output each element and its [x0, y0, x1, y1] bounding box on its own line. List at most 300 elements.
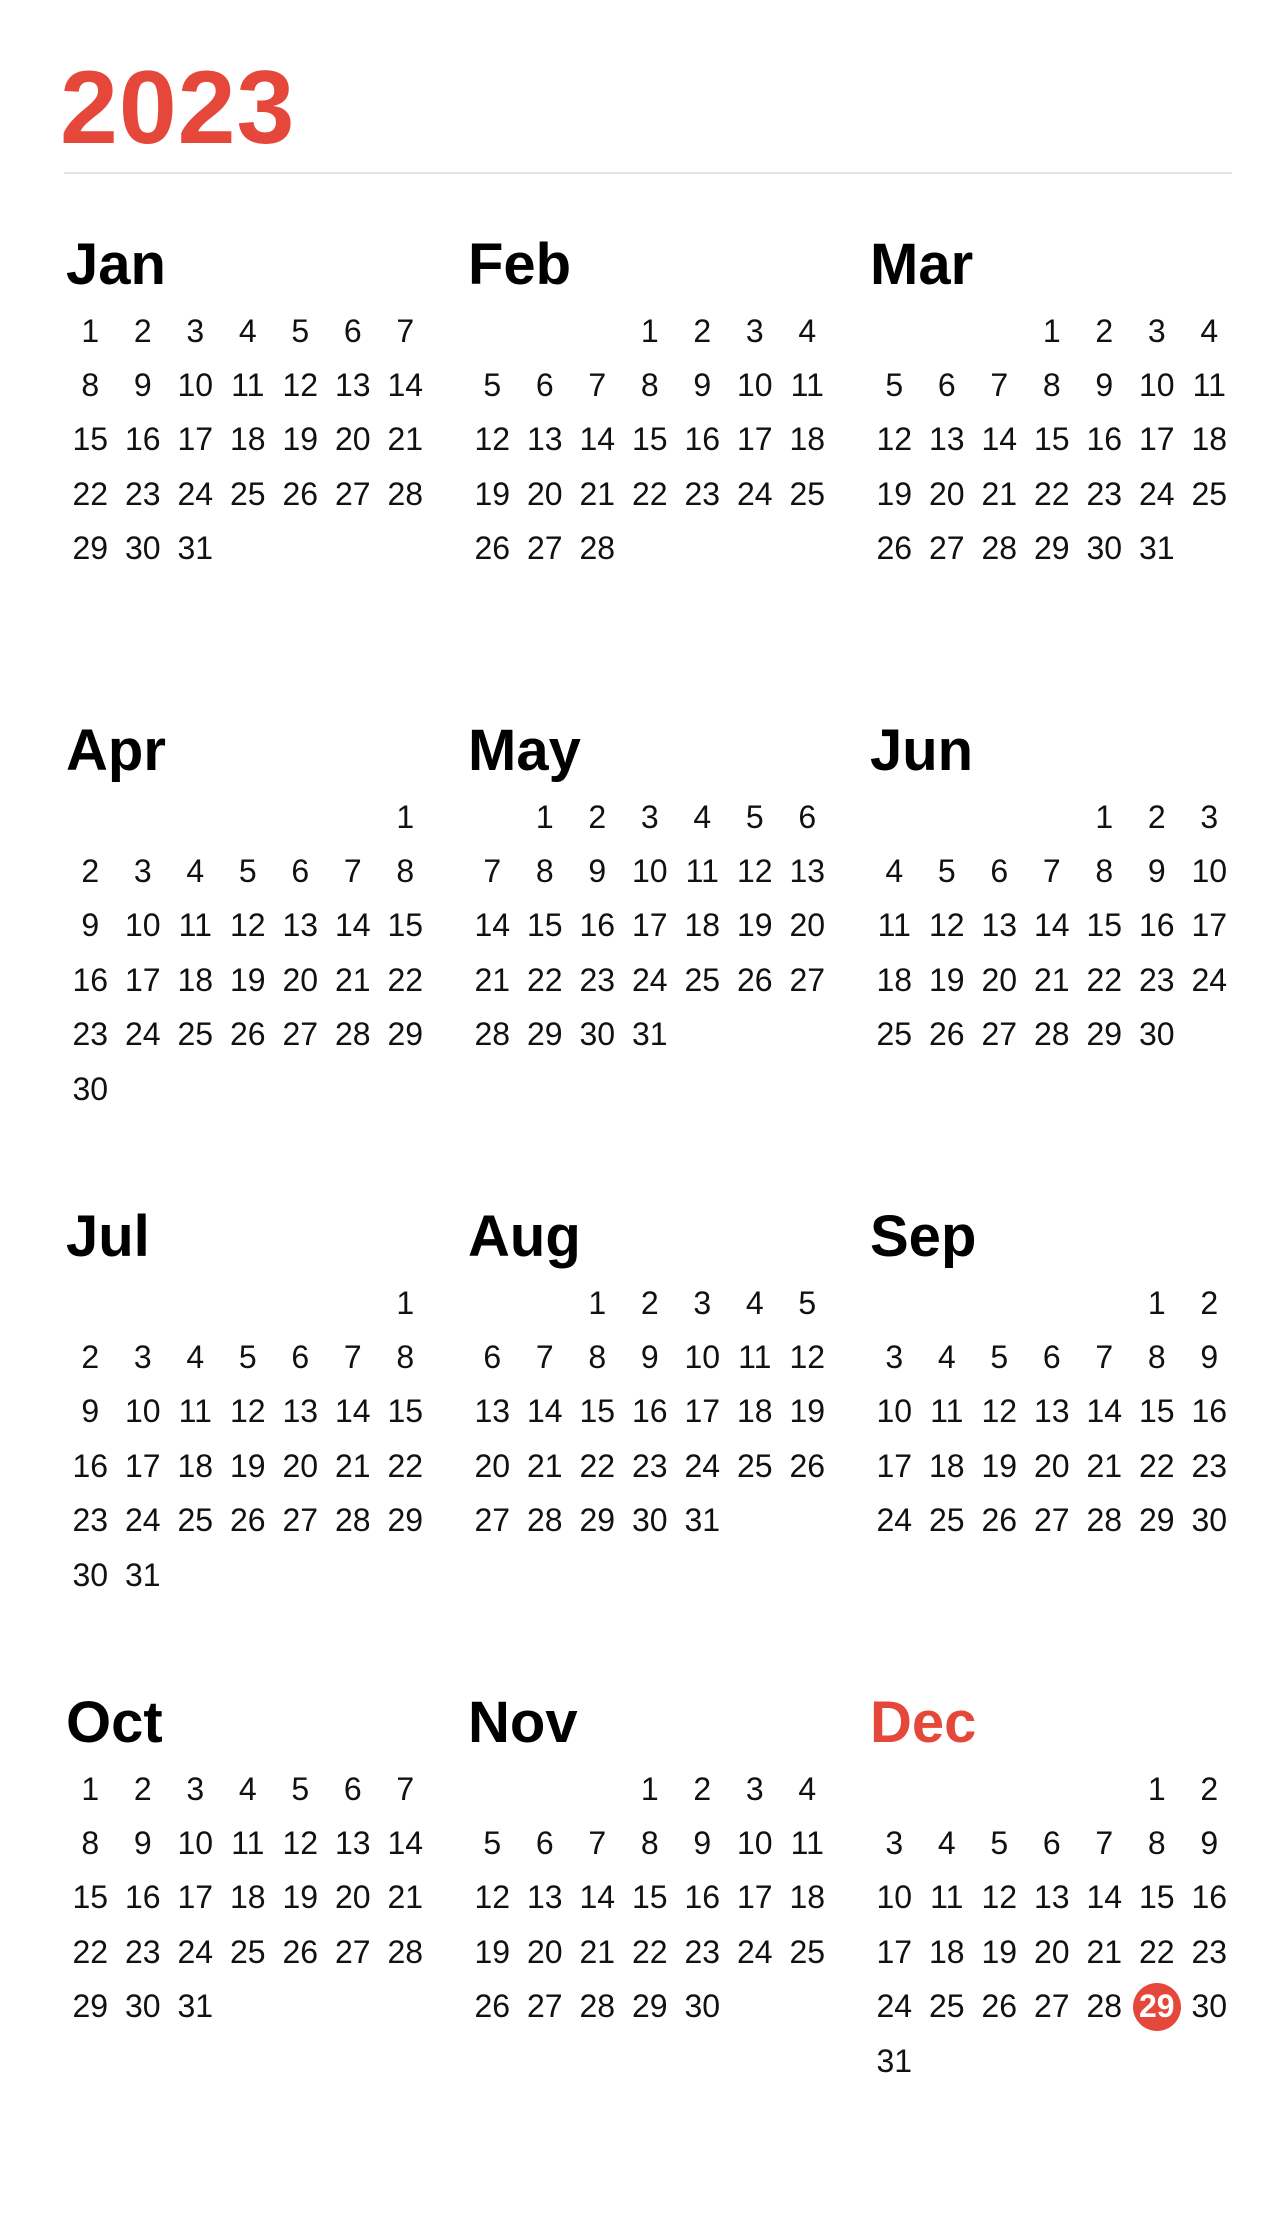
- day-cell[interactable]: [519, 899, 572, 953]
- day-cell[interactable]: [519, 1980, 572, 2034]
- day-cell[interactable]: [1183, 1980, 1236, 2034]
- day-cell[interactable]: [729, 1330, 782, 1384]
- day-cell[interactable]: [1078, 413, 1131, 467]
- day-cell[interactable]: [973, 467, 1026, 521]
- day-cell[interactable]: [1078, 1925, 1131, 1979]
- day-cell[interactable]: [466, 1385, 519, 1439]
- day-cell[interactable]: [781, 899, 834, 953]
- day-cell[interactable]: [781, 1816, 834, 1870]
- day-cell[interactable]: [327, 1008, 380, 1062]
- day-cell[interactable]: [729, 1276, 782, 1330]
- day-cell[interactable]: [117, 1925, 170, 1979]
- day-cell[interactable]: [117, 1330, 170, 1384]
- day-cell[interactable]: [571, 1439, 624, 1493]
- day-cell[interactable]: [274, 1385, 327, 1439]
- day-cell[interactable]: [169, 1816, 222, 1870]
- day-cell[interactable]: [379, 1816, 432, 1870]
- month-name[interactable]: Mar: [870, 232, 974, 297]
- day-cell[interactable]: [868, 1816, 921, 1870]
- day-cell[interactable]: [973, 1816, 1026, 1870]
- day-cell[interactable]: [1131, 1276, 1184, 1330]
- day-cell[interactable]: [973, 1385, 1026, 1439]
- day-cell[interactable]: [327, 1871, 380, 1925]
- day-cell[interactable]: [624, 1980, 677, 2034]
- day-cell[interactable]: [1131, 413, 1184, 467]
- day-cell[interactable]: [117, 358, 170, 412]
- day-cell[interactable]: [921, 1439, 974, 1493]
- day-cell[interactable]: [519, 1008, 572, 1062]
- day-cell[interactable]: [729, 790, 782, 844]
- day-cell[interactable]: [274, 1494, 327, 1548]
- day-cell[interactable]: [571, 790, 624, 844]
- day-cell[interactable]: [1078, 1439, 1131, 1493]
- day-cell[interactable]: [117, 1494, 170, 1548]
- day-cell[interactable]: [571, 467, 624, 521]
- day-cell[interactable]: [222, 467, 275, 521]
- day-cell[interactable]: [1131, 1816, 1184, 1870]
- month-name[interactable]: Jul: [66, 1204, 150, 1269]
- day-cell[interactable]: [781, 467, 834, 521]
- day-cell[interactable]: [1078, 522, 1131, 576]
- day-cell[interactable]: [729, 304, 782, 358]
- day-cell[interactable]: [624, 790, 677, 844]
- day-cell[interactable]: [624, 953, 677, 1007]
- month-may[interactable]: [466, 716, 868, 1202]
- day-cell[interactable]: [64, 358, 117, 412]
- day-cell[interactable]: [676, 790, 729, 844]
- month-name[interactable]: Feb: [468, 232, 572, 297]
- day-cell[interactable]: [466, 1439, 519, 1493]
- day-cell[interactable]: [64, 1925, 117, 1979]
- day-cell[interactable]: [466, 467, 519, 521]
- day-cell[interactable]: [519, 1925, 572, 1979]
- day-cell[interactable]: [274, 467, 327, 521]
- day-cell[interactable]: [327, 413, 380, 467]
- day-cell[interactable]: [624, 413, 677, 467]
- day-cell[interactable]: [868, 522, 921, 576]
- day-cell[interactable]: [117, 1871, 170, 1925]
- day-cell[interactable]: [1078, 1385, 1131, 1439]
- month-apr[interactable]: [64, 716, 466, 1202]
- day-cell[interactable]: [729, 899, 782, 953]
- day-cell[interactable]: [1131, 1925, 1184, 1979]
- day-cell[interactable]: [973, 522, 1026, 576]
- month-name[interactable]: Aug: [468, 1204, 581, 1269]
- day-cell[interactable]: [519, 953, 572, 1007]
- day-cell[interactable]: [729, 1925, 782, 1979]
- day-cell[interactable]: [169, 1385, 222, 1439]
- day-cell[interactable]: [519, 1439, 572, 1493]
- day-cell[interactable]: [379, 1439, 432, 1493]
- day-cell[interactable]: [1026, 1980, 1079, 2034]
- day-cell[interactable]: [1026, 899, 1079, 953]
- day-cell[interactable]: [676, 1925, 729, 1979]
- day-cell[interactable]: [169, 1494, 222, 1548]
- day-cell[interactable]: [1131, 1871, 1184, 1925]
- day-cell[interactable]: [676, 844, 729, 898]
- day-cell[interactable]: [921, 413, 974, 467]
- day-cell[interactable]: [1183, 1385, 1236, 1439]
- month-jul[interactable]: [64, 1202, 466, 1688]
- day-cell[interactable]: [222, 1925, 275, 1979]
- day-cell[interactable]: [1183, 1439, 1236, 1493]
- day-cell[interactable]: [1131, 1008, 1184, 1062]
- day-cell[interactable]: [624, 1276, 677, 1330]
- month-nov[interactable]: [466, 1688, 868, 2174]
- day-cell[interactable]: [64, 1980, 117, 2034]
- day-cell[interactable]: [781, 413, 834, 467]
- day-cell[interactable]: [222, 358, 275, 412]
- day-cell[interactable]: [1131, 522, 1184, 576]
- day-cell[interactable]: [676, 899, 729, 953]
- day-cell[interactable]: [379, 304, 432, 358]
- day-cell[interactable]: [729, 1816, 782, 1870]
- day-cell[interactable]: [624, 467, 677, 521]
- day-cell[interactable]: [571, 844, 624, 898]
- day-cell[interactable]: [64, 1008, 117, 1062]
- day-cell[interactable]: [274, 1871, 327, 1925]
- day-cell[interactable]: [781, 1762, 834, 1816]
- day-cell[interactable]: [1078, 790, 1131, 844]
- day-cell[interactable]: [1183, 1871, 1236, 1925]
- day-cell[interactable]: [379, 1276, 432, 1330]
- day-cell[interactable]: [64, 1439, 117, 1493]
- day-cell[interactable]: [64, 467, 117, 521]
- day-cell[interactable]: [868, 953, 921, 1007]
- day-cell[interactable]: [519, 467, 572, 521]
- day-cell[interactable]: [1131, 304, 1184, 358]
- day-cell[interactable]: [379, 358, 432, 412]
- month-name[interactable]: May: [468, 718, 581, 783]
- day-cell[interactable]: [973, 1980, 1026, 2034]
- day-cell[interactable]: [624, 358, 677, 412]
- day-cell[interactable]: [169, 1330, 222, 1384]
- day-cell[interactable]: [868, 413, 921, 467]
- day-cell[interactable]: [222, 953, 275, 1007]
- day-cell[interactable]: [327, 899, 380, 953]
- day-cell[interactable]: [222, 1762, 275, 1816]
- day-cell[interactable]: [466, 899, 519, 953]
- day-cell[interactable]: [222, 1816, 275, 1870]
- day-cell[interactable]: [466, 1871, 519, 1925]
- day-cell[interactable]: [64, 304, 117, 358]
- day-cell[interactable]: [1078, 1494, 1131, 1548]
- day-cell[interactable]: [676, 953, 729, 1007]
- day-cell[interactable]: [1131, 1494, 1184, 1548]
- day-cell[interactable]: [624, 844, 677, 898]
- day-cell[interactable]: [1026, 1494, 1079, 1548]
- day-cell[interactable]: [117, 413, 170, 467]
- day-cell[interactable]: [571, 522, 624, 576]
- day-cell[interactable]: [571, 953, 624, 1007]
- day-cell[interactable]: [1078, 1816, 1131, 1870]
- day-cell[interactable]: [1131, 790, 1184, 844]
- day-cell[interactable]: [64, 1330, 117, 1384]
- day-cell[interactable]: [921, 1871, 974, 1925]
- day-cell[interactable]: [1183, 413, 1236, 467]
- day-cell[interactable]: [117, 467, 170, 521]
- day-cell[interactable]: [676, 1816, 729, 1870]
- day-cell[interactable]: [868, 1385, 921, 1439]
- day-cell[interactable]: [64, 899, 117, 953]
- day-cell[interactable]: [1078, 1330, 1131, 1384]
- day-cell[interactable]: [117, 899, 170, 953]
- day-cell[interactable]: [781, 1925, 834, 1979]
- day-cell[interactable]: [274, 953, 327, 1007]
- day-cell[interactable]: [222, 899, 275, 953]
- day-cell[interactable]: [274, 413, 327, 467]
- day-cell[interactable]: [973, 413, 1026, 467]
- day-cell[interactable]: [973, 1871, 1026, 1925]
- day-cell[interactable]: [466, 1980, 519, 2034]
- day-cell[interactable]: [1131, 1762, 1184, 1816]
- day-cell[interactable]: [868, 899, 921, 953]
- day-cell[interactable]: [1026, 1439, 1079, 1493]
- day-cell[interactable]: [274, 1008, 327, 1062]
- day-cell[interactable]: [327, 304, 380, 358]
- day-cell[interactable]: [1183, 358, 1236, 412]
- day-cell[interactable]: [1183, 1276, 1236, 1330]
- month-oct[interactable]: [64, 1688, 466, 2174]
- day-cell[interactable]: [781, 790, 834, 844]
- day-cell[interactable]: [519, 522, 572, 576]
- day-cell[interactable]: [169, 844, 222, 898]
- month-sep[interactable]: [868, 1202, 1232, 1688]
- day-cell[interactable]: [921, 467, 974, 521]
- day-cell[interactable]: [327, 844, 380, 898]
- day-cell[interactable]: [64, 1494, 117, 1548]
- day-cell[interactable]: [466, 522, 519, 576]
- day-cell[interactable]: [1183, 844, 1236, 898]
- day-cell[interactable]: [1026, 1385, 1079, 1439]
- day-cell[interactable]: [1026, 1816, 1079, 1870]
- day-cell[interactable]: [868, 844, 921, 898]
- day-cell[interactable]: [379, 953, 432, 1007]
- day-cell[interactable]: [571, 1871, 624, 1925]
- day-cell[interactable]: [466, 413, 519, 467]
- day-cell[interactable]: [274, 1762, 327, 1816]
- day-cell[interactable]: [274, 899, 327, 953]
- day-cell[interactable]: [921, 1494, 974, 1548]
- day-cell[interactable]: [781, 1439, 834, 1493]
- day-cell[interactable]: [921, 899, 974, 953]
- day-cell[interactable]: [729, 844, 782, 898]
- day-cell[interactable]: [169, 304, 222, 358]
- day-cell[interactable]: [1131, 467, 1184, 521]
- day-cell[interactable]: [327, 1762, 380, 1816]
- day-cell[interactable]: [64, 1548, 117, 1602]
- day-cell[interactable]: [624, 1439, 677, 1493]
- day-cell[interactable]: [1026, 844, 1079, 898]
- day-cell[interactable]: [1183, 467, 1236, 521]
- day-cell[interactable]: [169, 953, 222, 1007]
- day-cell[interactable]: [222, 844, 275, 898]
- month-jun[interactable]: [868, 716, 1232, 1202]
- day-cell[interactable]: [169, 522, 222, 576]
- day-cell[interactable]: [868, 1925, 921, 1979]
- day-cell[interactable]: [973, 953, 1026, 1007]
- day-cell[interactable]: [921, 358, 974, 412]
- day-cell[interactable]: [676, 1439, 729, 1493]
- day-cell[interactable]: [921, 953, 974, 1007]
- day-cell[interactable]: [169, 358, 222, 412]
- day-cell[interactable]: [64, 953, 117, 1007]
- day-cell[interactable]: [379, 899, 432, 953]
- day-cell[interactable]: [379, 1762, 432, 1816]
- day-cell[interactable]: [868, 1330, 921, 1384]
- day-cell[interactable]: [222, 1439, 275, 1493]
- day-cell[interactable]: [571, 1925, 624, 1979]
- day-cell[interactable]: [519, 1494, 572, 1548]
- day-cell[interactable]: [729, 467, 782, 521]
- day-cell[interactable]: [624, 1871, 677, 1925]
- month-dec[interactable]: [868, 1688, 1232, 2174]
- day-cell[interactable]: [64, 844, 117, 898]
- day-cell[interactable]: [1078, 1008, 1131, 1062]
- day-cell[interactable]: [64, 1062, 117, 1116]
- day-cell[interactable]: [624, 1330, 677, 1384]
- day-cell[interactable]: [117, 844, 170, 898]
- day-cell[interactable]: [973, 1330, 1026, 1384]
- day-cell[interactable]: [327, 1494, 380, 1548]
- day-cell[interactable]: [222, 1385, 275, 1439]
- day-cell[interactable]: [729, 1762, 782, 1816]
- day-cell[interactable]: [781, 1871, 834, 1925]
- day-cell[interactable]: [379, 1925, 432, 1979]
- day-cell[interactable]: [169, 1762, 222, 1816]
- day-cell[interactable]: [1183, 1330, 1236, 1384]
- day-cell[interactable]: [466, 358, 519, 412]
- day-cell[interactable]: [973, 1008, 1026, 1062]
- day-cell[interactable]: [676, 1980, 729, 2034]
- day-cell[interactable]: [1131, 899, 1184, 953]
- month-name[interactable]: Oct: [66, 1690, 163, 1755]
- day-cell[interactable]: [466, 1330, 519, 1384]
- day-cell[interactable]: [1026, 413, 1079, 467]
- day-cell[interactable]: [973, 899, 1026, 953]
- day-cell[interactable]: [624, 1816, 677, 1870]
- day-cell[interactable]: [571, 1276, 624, 1330]
- day-cell[interactable]: [571, 1330, 624, 1384]
- day-cell[interactable]: [117, 1762, 170, 1816]
- day-cell[interactable]: [274, 304, 327, 358]
- day-cell[interactable]: [781, 844, 834, 898]
- day-cell[interactable]: [222, 1008, 275, 1062]
- day-cell[interactable]: [624, 1385, 677, 1439]
- day-cell[interactable]: [1078, 844, 1131, 898]
- day-cell[interactable]: [1183, 953, 1236, 1007]
- day-cell[interactable]: [379, 844, 432, 898]
- day-cell[interactable]: [1183, 899, 1236, 953]
- day-cell[interactable]: [624, 1008, 677, 1062]
- day-cell[interactable]: [1078, 358, 1131, 412]
- day-cell[interactable]: [1078, 1871, 1131, 1925]
- month-name[interactable]: Nov: [468, 1690, 578, 1755]
- day-cell[interactable]: [274, 1816, 327, 1870]
- day-cell[interactable]: [781, 1276, 834, 1330]
- day-cell[interactable]: [571, 1980, 624, 2034]
- day-cell[interactable]: [676, 1494, 729, 1548]
- month-name[interactable]: Jun: [870, 718, 974, 783]
- day-cell[interactable]: [327, 1816, 380, 1870]
- day-cell[interactable]: [519, 1330, 572, 1384]
- day-cell[interactable]: [64, 1871, 117, 1925]
- day-cell[interactable]: [519, 358, 572, 412]
- day-cell[interactable]: [1131, 1385, 1184, 1439]
- day-cell[interactable]: [676, 467, 729, 521]
- day-cell[interactable]: [676, 1762, 729, 1816]
- day-cell[interactable]: [921, 1980, 974, 2034]
- day-cell[interactable]: [729, 1439, 782, 1493]
- day-cell[interactable]: [274, 1330, 327, 1384]
- day-cell[interactable]: [676, 413, 729, 467]
- day-cell[interactable]: [676, 358, 729, 412]
- day-cell[interactable]: [379, 467, 432, 521]
- day-cell[interactable]: [379, 1330, 432, 1384]
- day-cell[interactable]: [624, 1494, 677, 1548]
- day-cell[interactable]: [519, 1385, 572, 1439]
- day-cell[interactable]: [781, 358, 834, 412]
- day-cell[interactable]: [921, 844, 974, 898]
- day-cell[interactable]: [519, 413, 572, 467]
- day-cell[interactable]: [781, 304, 834, 358]
- day-cell[interactable]: [729, 358, 782, 412]
- day-cell[interactable]: [868, 1494, 921, 1548]
- day-cell[interactable]: [1026, 522, 1079, 576]
- day-cell[interactable]: [729, 413, 782, 467]
- day-cell[interactable]: [868, 1439, 921, 1493]
- day-cell[interactable]: [519, 1816, 572, 1870]
- day-cell[interactable]: [117, 1439, 170, 1493]
- day-cell[interactable]: [1078, 953, 1131, 1007]
- day-cell[interactable]: [1026, 358, 1079, 412]
- day-cell[interactable]: [571, 1494, 624, 1548]
- day-cell[interactable]: [921, 1925, 974, 1979]
- day-cell[interactable]: [1131, 358, 1184, 412]
- day-cell[interactable]: [222, 1871, 275, 1925]
- day-cell[interactable]: [327, 358, 380, 412]
- day-cell[interactable]: [379, 790, 432, 844]
- day-cell[interactable]: [379, 1385, 432, 1439]
- day-cell[interactable]: [117, 1385, 170, 1439]
- day-cell[interactable]: [519, 1871, 572, 1925]
- day-cell[interactable]: [1026, 953, 1079, 1007]
- day-cell[interactable]: [973, 358, 1026, 412]
- day-cell[interactable]: [921, 1330, 974, 1384]
- day-cell[interactable]: [64, 1816, 117, 1870]
- day-cell[interactable]: [222, 413, 275, 467]
- day-cell[interactable]: [117, 1816, 170, 1870]
- day-cell[interactable]: [781, 953, 834, 1007]
- day-cell[interactable]: [169, 413, 222, 467]
- day-cell[interactable]: [64, 413, 117, 467]
- day-cell[interactable]: [1026, 1925, 1079, 1979]
- day-cell[interactable]: [379, 1871, 432, 1925]
- day-cell[interactable]: [781, 1330, 834, 1384]
- day-cell[interactable]: [571, 413, 624, 467]
- month-name[interactable]: Jan: [66, 232, 166, 297]
- day-cell[interactable]: [624, 304, 677, 358]
- day-cell[interactable]: [379, 1494, 432, 1548]
- day-cell[interactable]: [222, 1494, 275, 1548]
- day-cell[interactable]: [973, 1925, 1026, 1979]
- day-cell[interactable]: [921, 522, 974, 576]
- day-cell[interactable]: [868, 1871, 921, 1925]
- day-cell[interactable]: [1078, 304, 1131, 358]
- day-cell[interactable]: [729, 1871, 782, 1925]
- day-cell[interactable]: [169, 467, 222, 521]
- month-jan[interactable]: [64, 230, 466, 716]
